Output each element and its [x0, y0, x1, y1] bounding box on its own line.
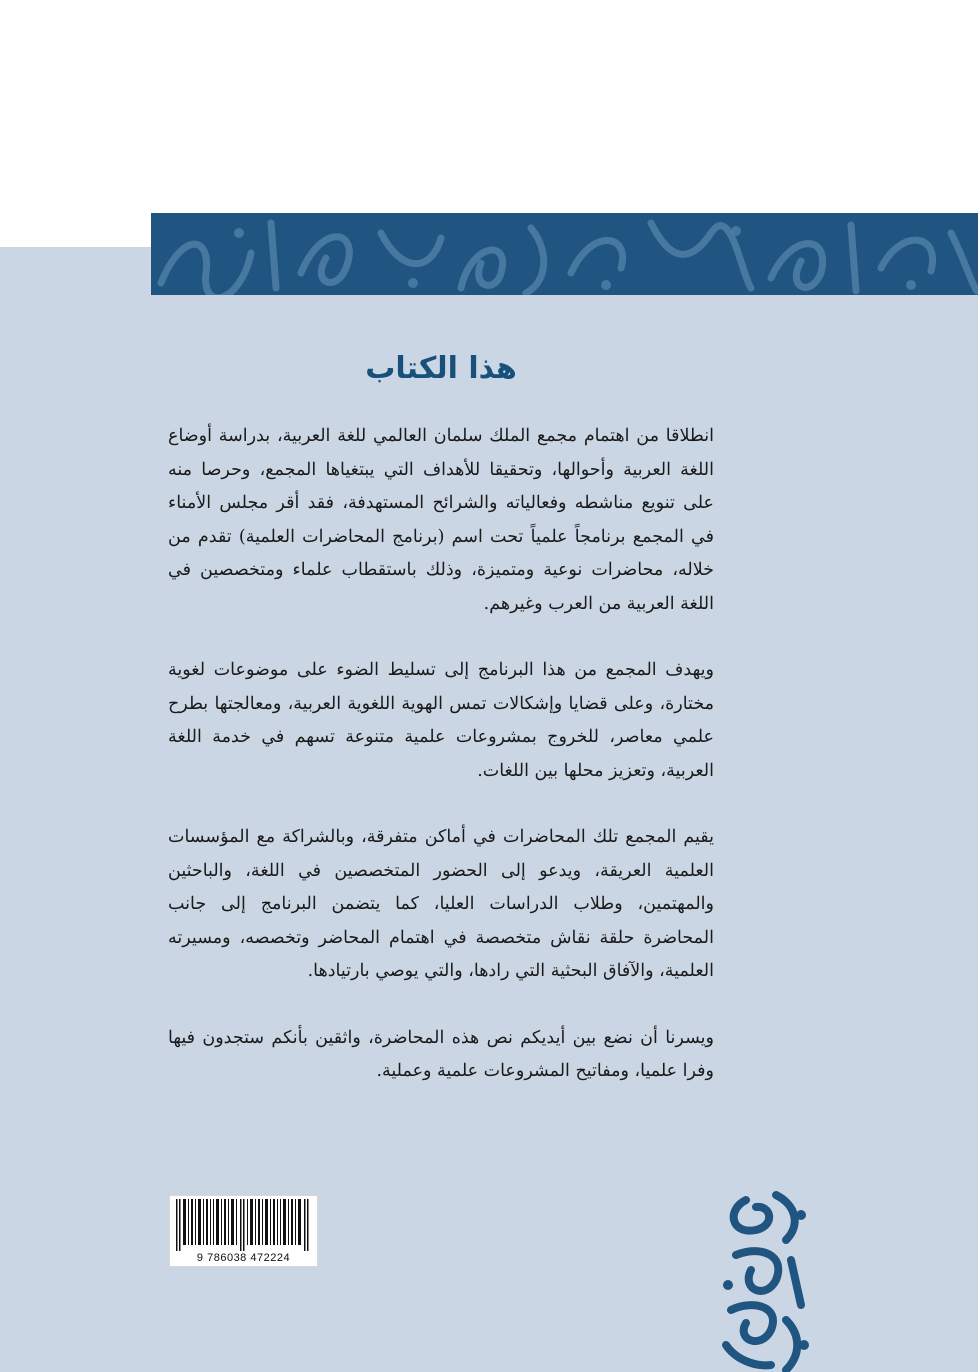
- paragraph: ويهدف المجمع من هذا البرنامج إلى تسليط الضوء على موضوعات لغوية مختارة، وعلى قضايا وإشكالات تمس الهوية اللغوية العربية، ومعالجتها بطرح علمي معاصر، للخروج بمشروعات علمية متنوعة تسهم في خدمة اللغة العربية، وتعزيز محلها بين اللغات.: [168, 660, 714, 781]
- description-text: [168, 420, 714, 1122]
- paragraph: انطلاقا من اهتمام مجمع الملك سلمان العالمي للغة العربية، بدراسة أوضاع اللغة العربية وأحوالها، وتحقيقا للأهداف التي يبتغياها المجمع، وحرصا منه على تنويع مناشطه وفعالياته والشرائح المستهدفة، فقد أقر مجلس الأمناء في المجمع برنامجاً علمياً تحت اسم (برنامج المحاضرات العلمية) تقدم من خلاله، محاضرات نوعية ومتميزة، وذلك باستقطاب علماء ومتخصصين في اللغة العربية من العرب وغيرهم.: [168, 426, 714, 614]
- calligraphy-pattern-icon: [151, 213, 978, 295]
- paragraph: ويسرنا أن نضع بين أيديكم نص هذه المحاضرة، واثقين بأنكم ستجدون فيها وفرا علميا، ومفاتيح المشروعات علمية وعملية.: [168, 1027, 714, 1081]
- barcode-icon: [174, 1199, 313, 1251]
- isbn-number: 9 786038 472224: [196, 1252, 291, 1264]
- paragraph: يقيم المجمع تلك المحاضرات في أماكن متفرقة، وبالشراكة مع المؤسسات العلمية العريقة، ويدعو إلى الحضور المتخصصين في اللغة، والباحثين والمهتمين، وطلاب الدراسات العليا، كما يتضمن البرنامج إلى جانب المحاضرة حلقة نقاش متخصصة في اهتمام المحاضر وتخصصه، ومسيرته العلمية، والآفاق البحثية التي رادها، والتي يوصي بارتيادها.: [168, 827, 714, 981]
- isbn-barcode: [169, 1195, 318, 1267]
- calligraphy-logo-icon: [716, 1185, 816, 1372]
- section-heading: هذا الكتاب: [365, 351, 517, 386]
- calligraphy-band: [151, 213, 978, 295]
- academy-logo: [716, 1185, 816, 1372]
